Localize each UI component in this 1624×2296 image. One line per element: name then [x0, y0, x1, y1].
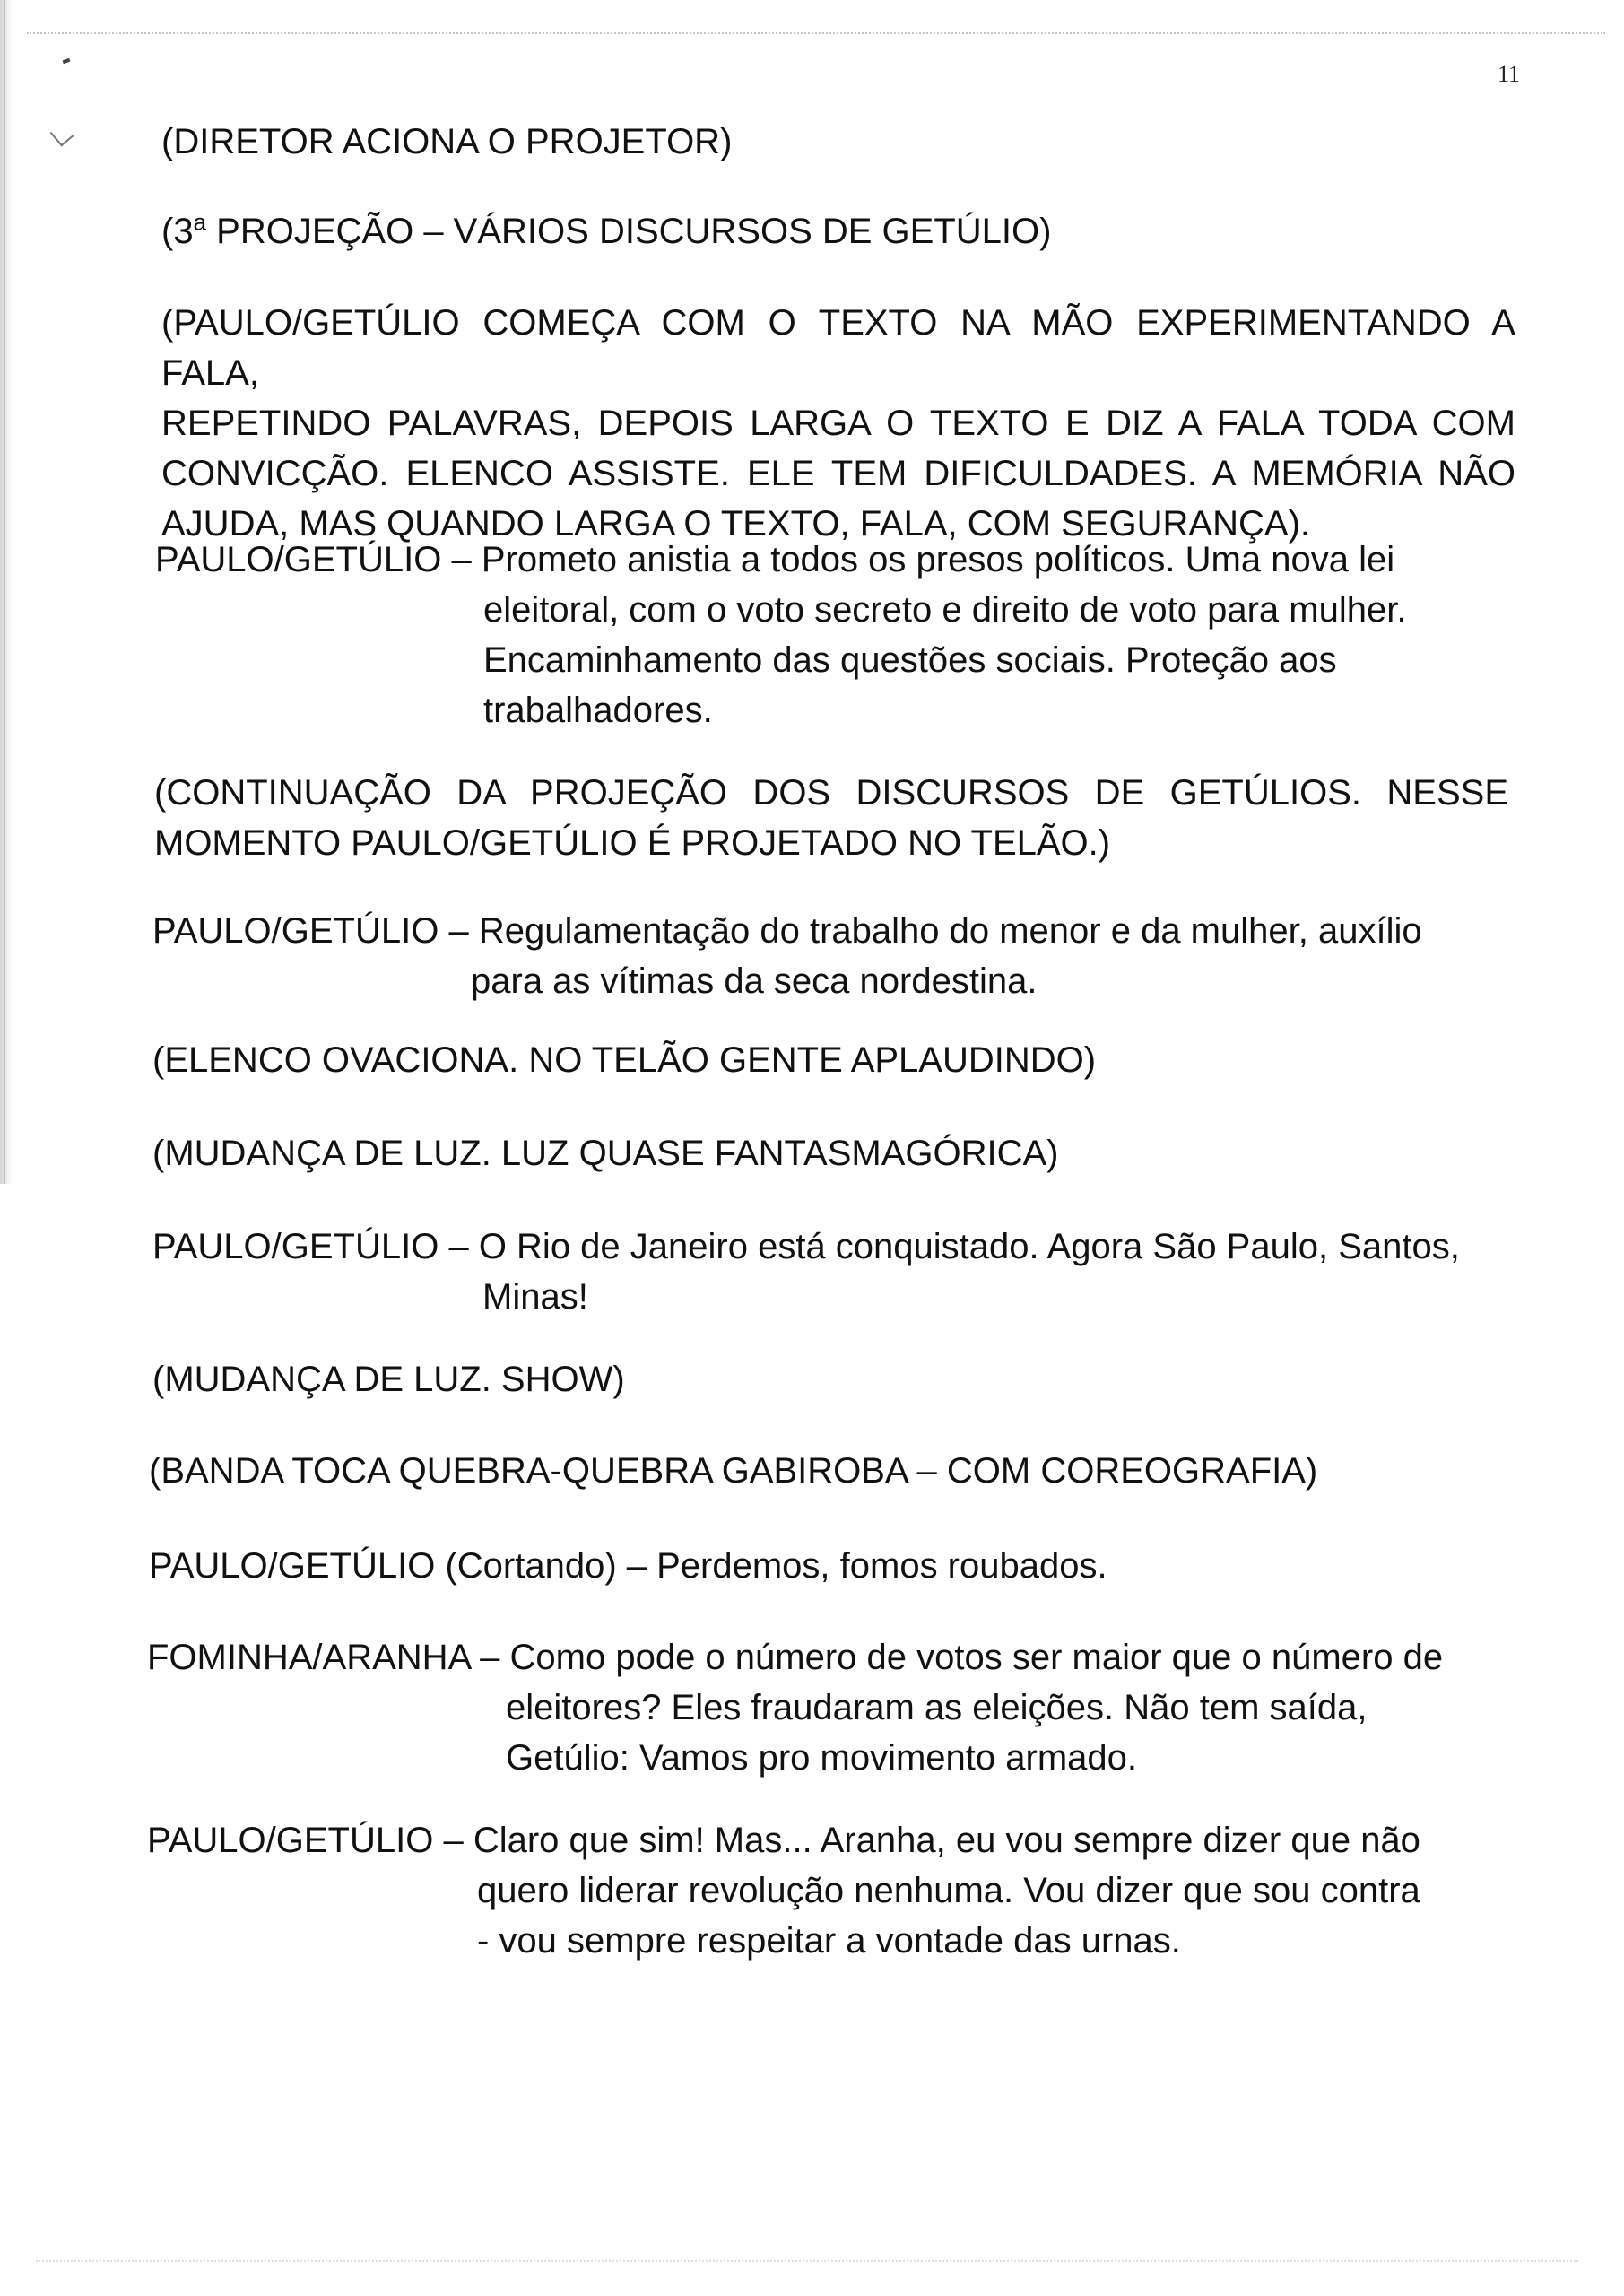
- scan-mark: [63, 58, 71, 64]
- speaker-name: PAULO/GETÚLIO –: [152, 911, 479, 951]
- stage-direction-text: (3: [161, 212, 194, 251]
- dialogue: [147, 1815, 1420, 1966]
- speaker-name: FOMINHA/ARANHA –: [147, 1638, 510, 1677]
- page-number: 11: [1497, 61, 1520, 87]
- stage-direction-text: (BANDA TOCA QUEBRA-QUEBRA GABIROBA – COM COREOGRAFIA): [149, 1451, 1318, 1491]
- dialogue-line: trabalhadores.: [483, 691, 713, 730]
- stage-direction-line: (PAULO/GETÚLIO COMEÇA COM O TEXTO NA MÃO EXPERIMENTANDO A FALA,: [161, 303, 1515, 393]
- stage-direction: [161, 117, 732, 167]
- dialogue-line: eleitoral, com o voto secreto e direito de voto para mulher.: [483, 590, 1407, 630]
- speaker-name: PAULO/GETÚLIO –: [155, 540, 482, 579]
- dialogue-line: Minas!: [482, 1277, 588, 1317]
- stage-direction-line: REPETINDO PALAVRAS, DEPOIS LARGA O TEXTO E DIZ A FALA TODA COM: [161, 404, 1515, 443]
- stage-direction: [152, 1354, 625, 1405]
- dialogue: [147, 1632, 1443, 1783]
- dialogue: [149, 1541, 1107, 1591]
- dialogue-line: eleitores? Eles fraudaram as eleições. Não tem saída,: [506, 1688, 1368, 1727]
- stage-direction-line: CONVICÇÃO. ELENCO ASSISTE. ELE TEM DIFICULDADES. A MEMÓRIA NÃO: [161, 454, 1515, 493]
- stage-direction-line: (CONTINUAÇÃO DA PROJEÇÃO DOS DISCURSOS DE GETÚLIOS. NESSE: [154, 773, 1508, 813]
- dialogue: [155, 535, 1406, 735]
- scan-mark: [50, 123, 74, 147]
- stage-direction: [152, 1035, 1096, 1085]
- stage-direction: [154, 768, 1508, 868]
- stage-direction: [161, 298, 1515, 549]
- dialogue-line: Regulamentação do trabalho do menor e da mulher, auxílio: [478, 911, 1422, 951]
- binder-edge: [0, 0, 13, 1184]
- stage-direction-text: (ELENCO OVACIONA. NO TELÃO GENTE APLAUDINDO): [152, 1040, 1097, 1080]
- dialogue-line: Prometo anistia a todos os presos políticos. Uma nova lei: [481, 540, 1395, 579]
- stage-direction-line: AJUDA, MAS QUANDO LARGA O TEXTO, FALA, COM SEGURANÇA).: [161, 504, 1310, 544]
- scan-bottom-dots: [36, 2260, 1578, 2262]
- dialogue-line: quero liderar revolução nenhuma. Vou dizer que sou contra: [477, 1871, 1420, 1910]
- speaker-name: PAULO/GETÚLIO –: [147, 1821, 473, 1860]
- dialogue-line: Encaminhamento das questões sociais. Proteção aos: [483, 640, 1337, 680]
- dialogue-line: - vou sempre respeitar a vontade das urnas.: [477, 1921, 1181, 1961]
- dialogue-line: Getúlio: Vamos pro movimento armado.: [506, 1738, 1138, 1778]
- dialogue: [152, 906, 1422, 1006]
- dialogue-line: O Rio de Janeiro está conquistado. Agora São Paulo, Santos,: [478, 1227, 1460, 1266]
- ordinal-superscript: a: [193, 208, 207, 236]
- dialogue-line: Como pode o número de votos ser maior que o número de: [509, 1638, 1444, 1677]
- stage-direction-text: PROJEÇÃO – VÁRIOS DISCURSOS DE GETÚLIO): [206, 212, 1052, 251]
- dialogue: [152, 1222, 1460, 1322]
- stage-direction: [149, 1446, 1317, 1496]
- stage-direction: [161, 206, 1051, 257]
- stage-direction-line: MOMENTO PAULO/GETÚLIO É PROJETADO NO TELÃO.): [154, 823, 1111, 863]
- dialogue-line: Claro que sim! Mas... Aranha, eu vou sempre dizer que não: [473, 1821, 1420, 1860]
- dialogue-line: PAULO/GETÚLIO (Cortando) – Perdemos, fomos roubados.: [149, 1546, 1107, 1586]
- scan-top-line: [27, 32, 1605, 34]
- stage-direction: [152, 1128, 1059, 1178]
- stage-direction-text: (DIRETOR ACIONA O PROJETOR): [161, 122, 733, 161]
- speaker-name: PAULO/GETÚLIO –: [152, 1227, 479, 1266]
- stage-direction-text: (MUDANÇA DE LUZ. LUZ QUASE FANTASMAGÓRICA): [152, 1134, 1059, 1173]
- stage-direction-text: (MUDANÇA DE LUZ. SHOW): [152, 1360, 625, 1399]
- dialogue-line: para as vítimas da seca nordestina.: [471, 961, 1038, 1001]
